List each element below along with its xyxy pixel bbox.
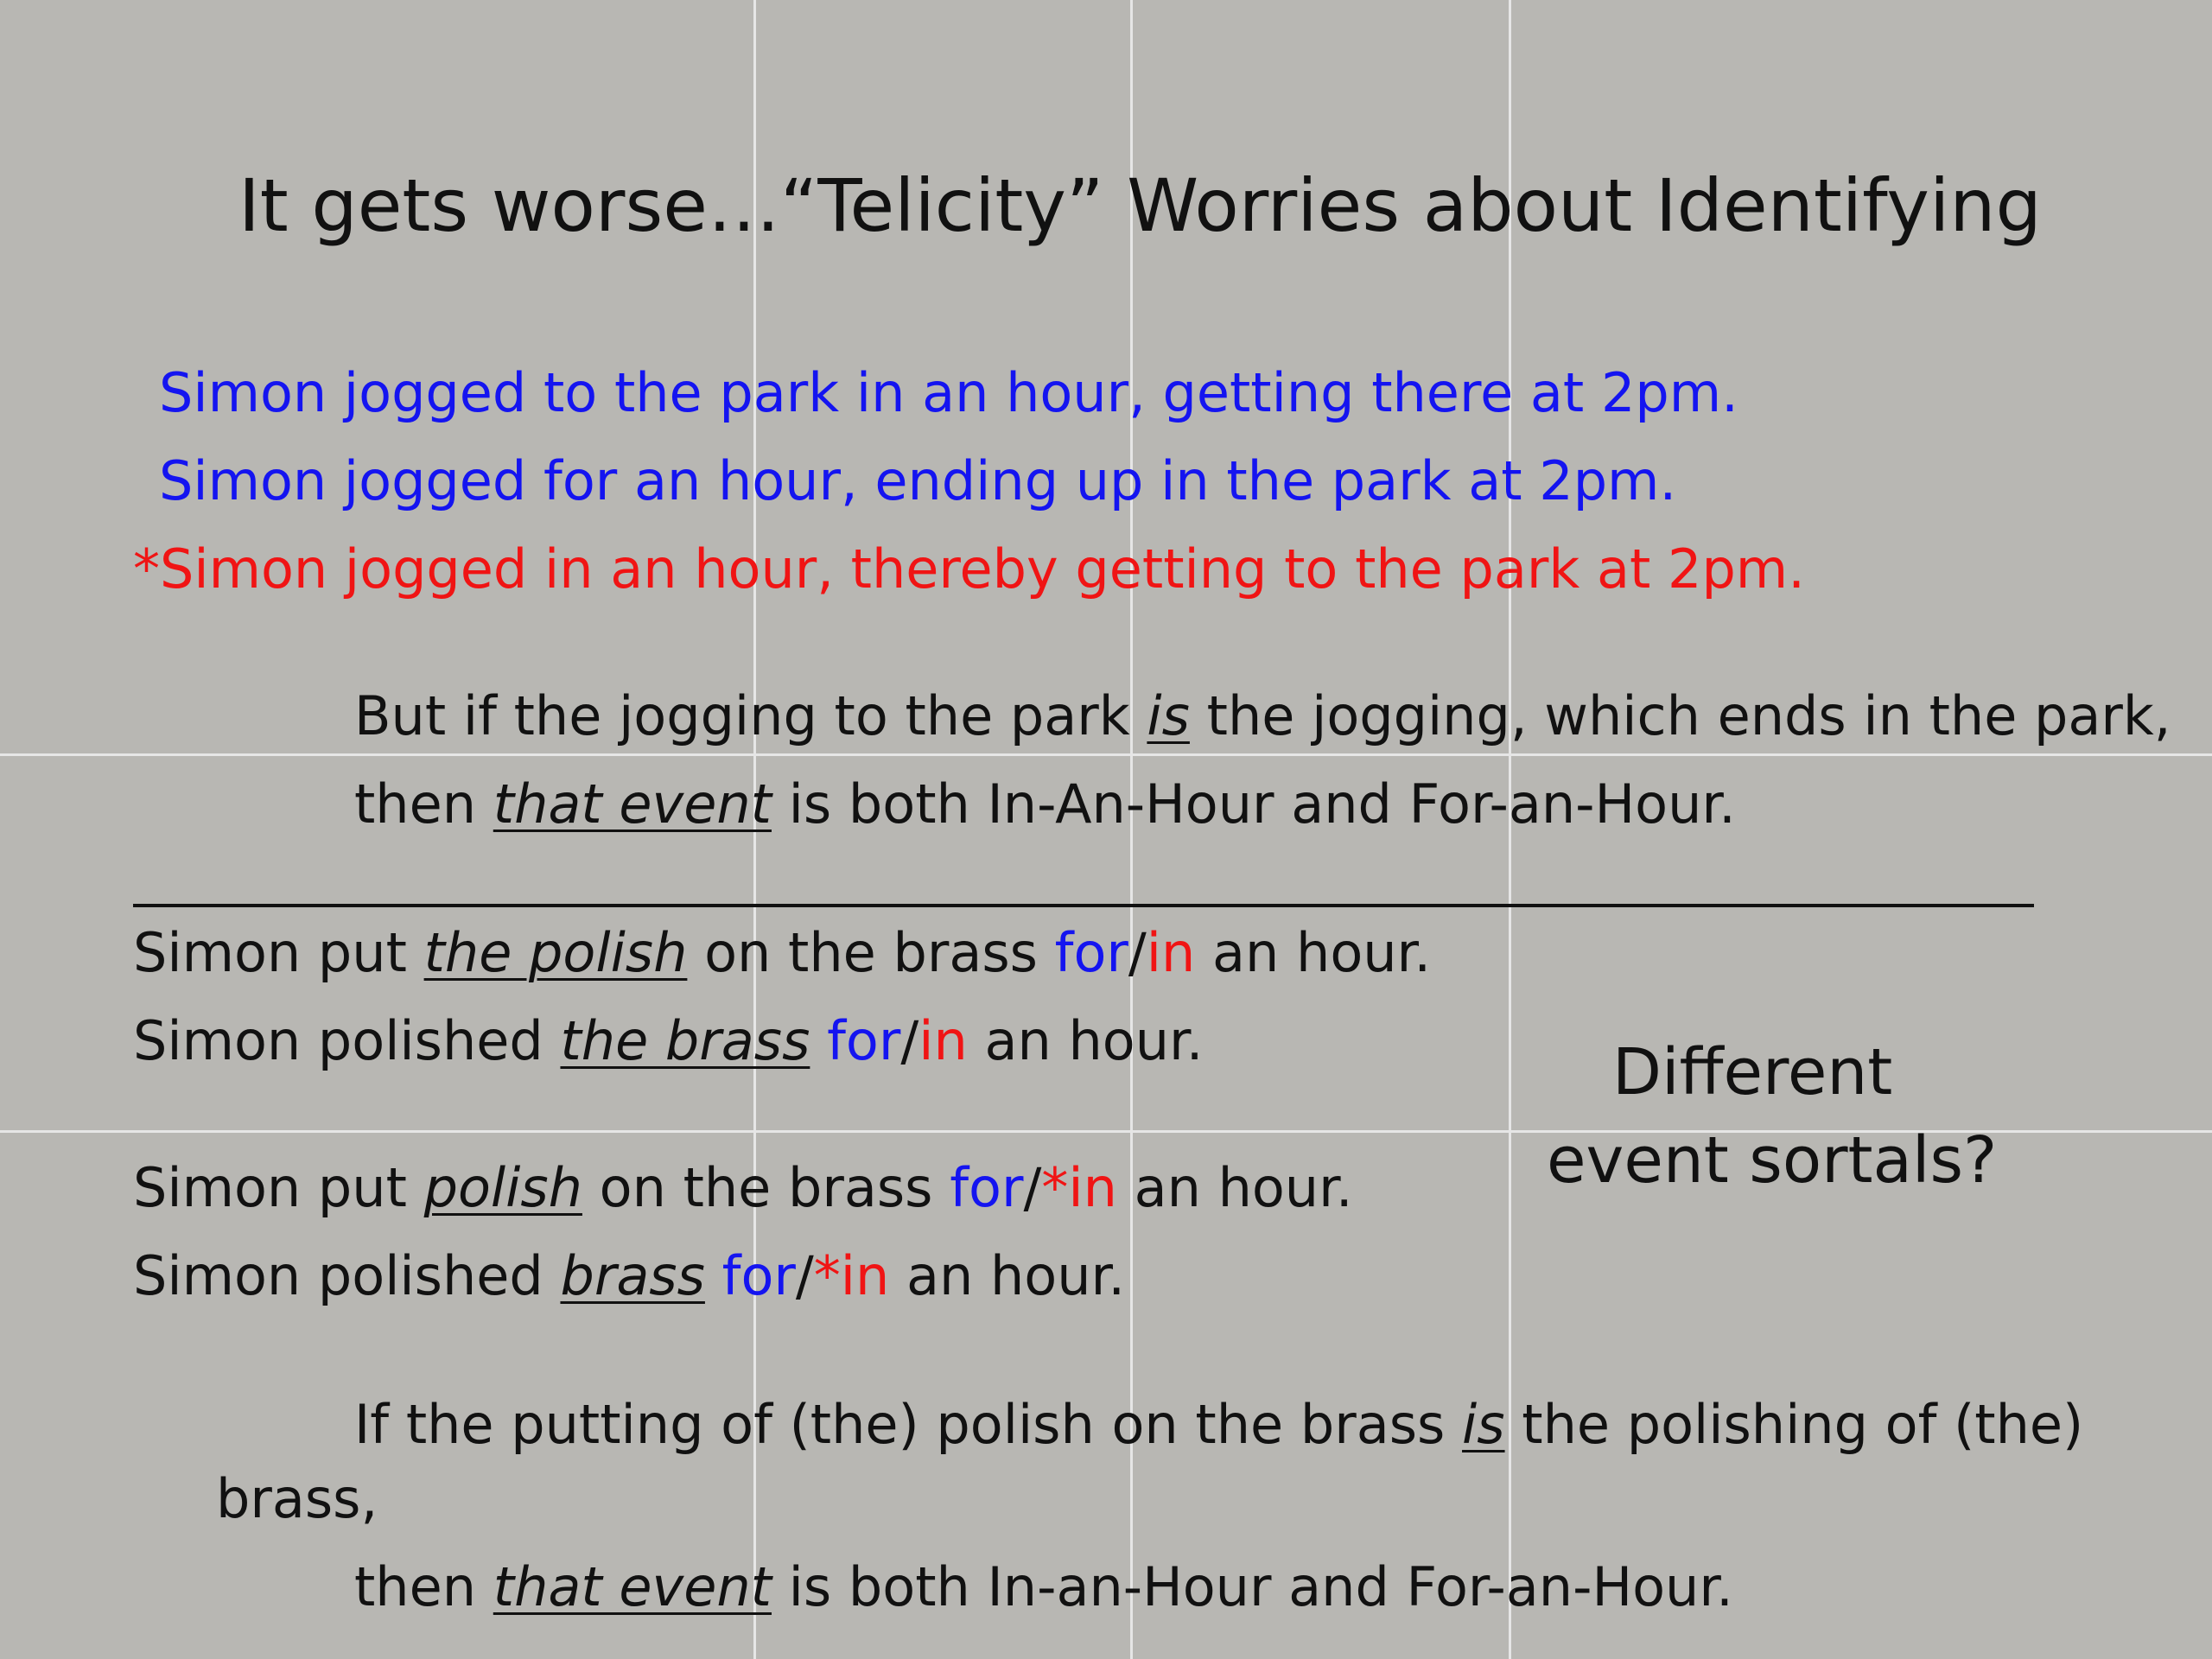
for-marker: for xyxy=(1054,921,1128,984)
slash: / xyxy=(1128,921,1147,984)
text-run: an hour. xyxy=(889,1244,1126,1307)
for-marker: for xyxy=(950,1156,1024,1219)
grid-seam xyxy=(0,753,2212,756)
group-1-sentence-2 xyxy=(133,1009,1204,1072)
group-2-sentence-1 xyxy=(133,1156,1353,1219)
text-run: on the brass xyxy=(582,1156,950,1219)
sidenote-line-1: Different xyxy=(1612,1035,1893,1109)
in-marker: in xyxy=(1146,921,1196,984)
text-run: Simon put xyxy=(133,921,424,984)
text-run: But if the jogging to the park xyxy=(354,684,1147,747)
slash: / xyxy=(900,1009,919,1072)
for-marker: for xyxy=(827,1009,901,1072)
in-marker: in xyxy=(918,1009,968,1072)
group-2-sentence-2 xyxy=(133,1244,1126,1307)
emphasis-is: is xyxy=(1462,1393,1505,1456)
object-np: the polish xyxy=(423,921,688,984)
text-run: Simon polished xyxy=(133,1009,561,1072)
text-run: an hour. xyxy=(1116,1156,1353,1219)
text-run: the polishing of (the) xyxy=(1504,1393,2084,1456)
example-acceptable-1: Simon jogged to the park in an hour, getting there at 2pm. xyxy=(159,361,1738,424)
sidenote-line-2: event sortals? xyxy=(1547,1123,1998,1198)
slide-title: It gets worse…“Telicity” Worries about Identifying xyxy=(238,163,2042,248)
text-run: Simon polished xyxy=(133,1244,561,1307)
in-marker: *in xyxy=(813,1244,890,1307)
group-1-sentence-1 xyxy=(133,921,1432,984)
text-run xyxy=(705,1244,722,1307)
emphasis-is: is xyxy=(1147,684,1190,747)
slash: / xyxy=(795,1244,814,1307)
text-run: on the brass xyxy=(687,921,1055,984)
argument-2-line-1 xyxy=(354,1393,2084,1456)
emphasis-that-event: that event xyxy=(493,772,772,836)
example-acceptable-2: Simon jogged for an hour, ending up in the park at 2pm. xyxy=(159,449,1677,512)
emphasis-that-event: that event xyxy=(493,1555,772,1618)
text-run: the jogging, which ends in the park, xyxy=(1189,684,2171,747)
in-marker: *in xyxy=(1041,1156,1117,1219)
text-run: Simon put xyxy=(133,1156,424,1219)
argument-1-line-2 xyxy=(354,772,1736,836)
slash: / xyxy=(1023,1156,1042,1219)
text-run: If the putting of (the) polish on the brass xyxy=(354,1393,1463,1456)
divider-rule xyxy=(133,904,2034,907)
text-run: then xyxy=(354,772,493,836)
object-np: brass xyxy=(560,1244,705,1307)
text-run: an hour. xyxy=(1195,921,1432,984)
text-run: is both In-An-Hour and For-an-Hour. xyxy=(771,772,1736,836)
argument-1-line-1 xyxy=(354,684,2171,747)
text-run: then xyxy=(354,1555,493,1618)
text-run xyxy=(810,1009,827,1072)
text-run: is both In-an-Hour and For-an-Hour. xyxy=(771,1555,1733,1618)
object-np: polish xyxy=(423,1156,582,1219)
text-run: an hour. xyxy=(967,1009,1204,1072)
object-np: the brass xyxy=(560,1009,810,1072)
argument-2-line-1-wrap: brass, xyxy=(216,1467,378,1530)
argument-2-line-2 xyxy=(354,1555,1733,1618)
example-unacceptable: *Simon jogged in an hour, thereby getting to the park at 2pm. xyxy=(133,537,1805,601)
for-marker: for xyxy=(721,1244,796,1307)
